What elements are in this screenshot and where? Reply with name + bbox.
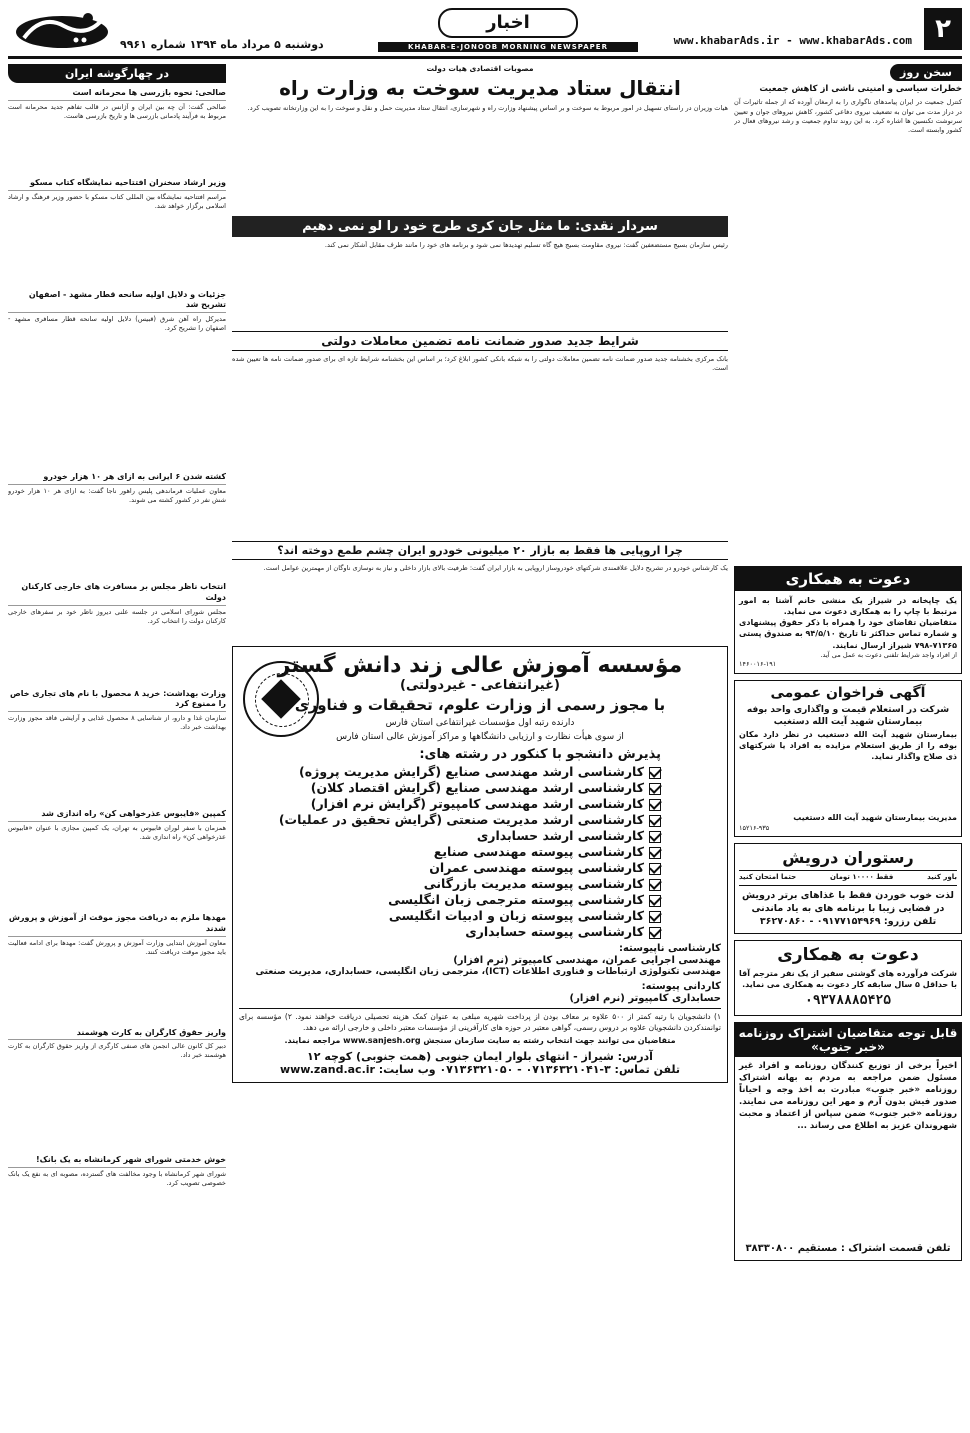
ad-tender-sign: مدیریت بیمارستان شهید آیت الله دستغیب [793, 813, 957, 823]
check-icon [649, 927, 661, 939]
discontinuous-bachelor-line-2: مهندسی تکنولوژی ارتباطات و فناوری اطلاعات (ICT)، مترجمی زبان انگلیسی، حسابداری، مدیریت صنعتی [255, 967, 721, 978]
list-item [8, 582, 226, 684]
university-evaluation: از سوی هیأت نظارت و ارزیابی دانشگاهها و مراکز آموزش عالی استان فارس [336, 732, 624, 743]
news-brief-body: شورای شهر کرمانشاه با وجود مخالفت های گسترده، مصوبه ای به نفع یک بانک خصوصی تصویب کرد. [8, 1170, 226, 1188]
list-item [8, 689, 226, 805]
program-label: کارشناسی پیوسته مهندسی عمران [429, 860, 644, 876]
ad-restaurant-offer-row [739, 870, 957, 885]
story-band-naqdi: سردار نقدی: ما مثل جان کری طرح خود را لو نمی دهیم [232, 216, 728, 237]
university-name: مؤسسه آموزش عالی زند دانش گستر [277, 653, 683, 679]
opinion-title: خطرات سیاسی و امنیتی ناشی از کاهش جمعیت [759, 84, 962, 94]
opinion-tag: سخن روز [890, 64, 962, 81]
university-note: ۱) دانشجویان با رتبه کمتر از ۵۰۰ علاوه بر معاف بودن از پرداخت شهریه مبلغی به عنوان کمک هزینه تحصیلی دریافت خواهند نمود. ۲) مؤسسه برای توانمندکردن دانشجویان علاوه بر دروس رسمی، گواهی معتبر در حوزه های کارآفرینی از مؤسسات معتبر داخلی و خارجی ارائه می دهد. [239, 1008, 721, 1032]
news-brief-title[interactable]: جزئیات و دلایل اولیه سانحه قطار مشهد - اصفهان تشریح شد [8, 290, 226, 314]
discontinuous-bachelor-line-1: مهندسی اجرایی عمران، مهندسی کامپیوتر (نرم افزار) [453, 955, 721, 967]
news-brief-title[interactable]: صالحی: نحوه بازرسی ها محرمانه است [8, 88, 226, 101]
program-label: کارشناسی ارشد مدیریت صنعتی (گرایش تحقیق در عملیات) [278, 812, 644, 828]
ad-tender-title: آگهی فراخوان عمومی [770, 684, 926, 701]
program-item [239, 812, 661, 827]
news-brief-body: مجلس شورای اسلامی در جلسه علنی دیروز ناظر خود بر سفرهای خارجی کارکنان دولت را انتخاب کرد. [8, 607, 226, 625]
ad-restaurant-phone[interactable]: تلفن رزرو: ۰۹۱۷۷۱۵۴۹۶۹ - ۳۶۲۷۰۸۶۰ [759, 916, 937, 928]
ad-job-print-title: دعوت به همکاری [735, 567, 961, 591]
check-icon [649, 815, 661, 827]
ad-restaurant-offer-2: فقط ۱۰۰۰۰ تومان [829, 873, 894, 882]
program-item [239, 828, 661, 843]
associate-head: کاردانی پیوسته: [641, 981, 721, 993]
program-item [239, 892, 661, 907]
ad-subscription-title: قابل توجه متقاضیان اشتراک روزنامه «خبر جنوب» [735, 1023, 961, 1057]
program-label: کارشناسی ارشد حسابداری [476, 828, 644, 844]
news-brief-body: سازمان غذا و دارو، از شناسایی ۸ محصول غذایی و آرایشی فاقد مجوز وزارت بهداشت خبر داد. [8, 714, 226, 732]
check-icon [649, 911, 661, 923]
list-item [8, 88, 226, 173]
associate-line: حسابداری کامپیوتر (نرم افزار) [569, 993, 721, 1005]
lead-story [232, 104, 728, 210]
ad-translator [734, 940, 962, 1016]
ad-restaurant-offer-1: باور کنید [927, 873, 957, 882]
news-brief-body: معاون عملیات فرماندهی پلیس راهور ناجا گفت: به ازای هر ۱۰ هزار خودرو شش نفر در کشور کشته می شوند. [8, 486, 226, 505]
program-item [239, 780, 661, 795]
ad-tender-body: بیمارستان شهید آیت الله دستغیب در نظر دارد مکان بوفه را از طریق استعلام مزایده به افراد یا شرکتهای ذی صلاح واگذار نماید. [739, 729, 957, 762]
program-item [239, 924, 661, 939]
news-brief-title[interactable]: واریز حقوق کارگران به کارت هوشمند [8, 1028, 226, 1041]
program-label: کارشناسی پیوسته مهندسی صنایع [433, 844, 644, 860]
news-brief-list [8, 88, 226, 1320]
program-label: کارشناسی پیوسته مدیریت بازرگانی [423, 876, 644, 892]
check-icon [649, 767, 661, 779]
ad-job-print-details: متقاضیان تقاضای خود را همراه با ذکر حقوق پیشنهادی و شماره تماس حداکثر تا تاریخ ۹۴/۵/۱۰ به صندوق پستی ۷۱۳۶۵-۷۹۸ شیراز ارسال نمایند. [739, 618, 957, 650]
list-item [8, 809, 226, 908]
ad-restaurant [734, 843, 962, 933]
ad-subscription-filler [739, 1132, 957, 1242]
ad-restaurant-offer-3: حتما امتحان کنید [739, 873, 797, 882]
news-brief-title[interactable]: خوش خدمتی شورای شهر کرمانشاه به یک بانک! [8, 1155, 226, 1168]
masthead [8, 6, 962, 56]
news-brief-title[interactable]: انتخاب ناظر مجلس بر مسافرت های خارجی کارکنان دولت [8, 582, 226, 606]
ad-subscription-body: اخیراً برخی از توزیع کنندگان روزنامه و افراد غیر مسئول ضمن مراجعه به مردم به بهانه اشتراک روزنامه «خبر جنوب» مبادرت به اخذ وجه و احیاناً صدور فیش بدون آرم و مهر این روزنامه می نمایند. روزنامه «خبر جنوب» ضمن سپاس از اعتماد و محبت شهروندان عزیز به اطلاع می رساند ... [739, 1061, 957, 1131]
lead-kicker: مصوبات اقتصادی هیات دولت [426, 64, 534, 73]
program-list [239, 764, 721, 939]
lead-headline: انتقال ستاد مدیریت سوخت به وزارت راه [279, 76, 681, 101]
program-item [239, 860, 661, 875]
newspaper-logo [12, 8, 112, 52]
left-column-head: در چهارگوشه ایران [8, 64, 226, 83]
program-item [239, 796, 661, 811]
ad-restaurant-title: رستوران درویش [782, 848, 914, 868]
news-brief-body: معاون آموزش ابتدایی وزارت آموزش و پرورش گفت: مهدها برای ادامه فعالیت باید مجوز موقت دریافت کنند. [8, 938, 226, 956]
story-guarantee-text: بانک مرکزی بخشنامه جدید صدور ضمانت نامه تضمین معاملات دولتی را به شبکه بانکی کشور ابلاغ کرد؛ بر اساس این بخشنامه شرایط تازه ای برای صدور ضمانت نامه ها تعیین شده است. [232, 355, 728, 373]
ad-tender-filler [739, 762, 957, 812]
university-emblem-icon [243, 661, 319, 737]
story-band-cars: چرا اروپایی ها فقط به بازار ۲۰ میلیونی خودرو ایران چشم طمع دوخته اند؟ [232, 541, 728, 560]
ad-university [232, 646, 728, 1083]
list-item [8, 913, 226, 1023]
page-number: ۲ [924, 8, 962, 50]
university-type: (غیرانتفاعی - غیردولتی) [400, 678, 560, 694]
check-icon [649, 879, 661, 891]
program-label: کارشناسی ارشد مهندسی صنایع (گرایش مدیریت پروژه) [299, 764, 644, 780]
opinion-body-text: کنترل جمعیت در ایران پیامدهای ناگواری را به ارمغان آورده که از جمله تاثیرات آن در دراز مدت می توان به تضعیف نیروی دفاعی کشور، کاهش نیروهای جوان و تعیین سرنوشت تکنسین ها اشاره کرد. به این روند تداوم جمعیت و رشد نیروهای فعال در کشور وابسته است. [734, 98, 962, 134]
ad-translator-title: دعوت به همکاری [777, 944, 919, 965]
program-item [239, 876, 661, 891]
logo-graphic-icon [12, 8, 112, 52]
ad-subscription-phone[interactable]: تلفن قسمت اشتراک : مستقیم ۳۸۳۳۰۸۰۰ [745, 1243, 951, 1255]
middle-column [232, 64, 728, 1428]
check-icon [649, 863, 661, 875]
check-icon [649, 831, 661, 843]
news-brief-body: دبیر کل کانون عالی انجمن های صنفی کارگری از واریز حقوق کارگران به کارت هوشمند خبر داد. [8, 1042, 226, 1060]
ad-job-print-code: ۱۴۶۰۰۱۶-۱۹۱ [739, 659, 777, 668]
check-icon [649, 799, 661, 811]
news-brief-title[interactable]: مهدها ملزم به دریافت مجوز موقت از آموزش و پرورش شدند [8, 913, 226, 937]
check-icon [649, 783, 661, 795]
check-icon [649, 847, 661, 859]
ad-job-print-footer: از افراد واجد شرایط تلفنی دعوت به عمل می آید. [820, 650, 957, 659]
ad-subscription-notice [734, 1022, 962, 1261]
story-cars [232, 564, 728, 640]
list-item [8, 472, 226, 577]
section-title: اخبار [438, 8, 578, 38]
news-brief-body: همزمان با سفر لوران فابیوس به تهران، یک کمپین مجازی با عنوان «فابیوس عذرخواهی کن» راه اندازی شد. [8, 823, 226, 842]
program-item [239, 764, 661, 779]
university-address: آدرس: شیراز - انتهای بلوار ایمان جنوبی (همت جنوبی) کوچه ۱۲ [307, 1050, 653, 1064]
program-label: کارشناسی پیوسته مترجمی زبان انگلیسی [388, 892, 644, 908]
ad-tender-subtitle: شرکت در استعلام قیمت و واگذاری واحد بوفه بیمارستان شهید آیت الله دستغیب [746, 704, 950, 728]
news-brief-body: مراسم افتتاحیه نمایشگاه بین المللی کتاب مسکو با حضور وزیر فرهنگ و ارشاد اسلامی برگزار خواهد شد. [8, 192, 226, 210]
list-item [8, 290, 226, 468]
program-label: کارشناسی ارشد مهندسی صنایع (گرایش اقتصاد کلان) [310, 780, 644, 796]
program-label: کارشناسی پیوسته حسابداری [465, 924, 644, 940]
story-cars-text: یک کارشناس خودرو در تشریح دلایل علاقمندی شرکتهای خودروساز اروپایی به بازار ایران گفت: ظرفیت بالای بازار داخلی و نیاز به نوسازی ناوگان از مهمترین عوامل است. [263, 564, 728, 573]
program-label: کارشناسی ارشد مهندسی کامپیوتر (گرایش نرم افزار) [310, 796, 644, 812]
news-brief-title[interactable]: وزیر ارشاد سخنران افتتاحیه نمایشگاه کتاب مسکو [8, 178, 226, 191]
ad-tender-code: ۱۵۲۱۶-۹۳۵ [739, 823, 770, 832]
lead-story-text: هیات وزیران در راستای تسهیل در امور مربوط به سوخت و بر اساس پیشنهاد وزارت راه و شهرسازی، انتقال ستاد مدیریت حمل و نقل و سوخت را به این وزارتخانه تصویب کرد. [247, 104, 728, 113]
check-icon [649, 895, 661, 907]
site-url[interactable]: www.khabarAds.ir - www.khabarAds.com [673, 34, 912, 47]
list-item [8, 1028, 226, 1151]
ad-tender [734, 680, 962, 838]
opinion-filler [734, 135, 962, 560]
university-admission-head: پذیرش دانشجو با کنکور در رشته های: [419, 747, 661, 763]
ad-job-print-body: یک چاپخانه در شیراز یک منشی خانم آشنا به امور مرتبط با چاپ را به همکاری دعوت می نماید. [739, 595, 957, 617]
news-brief-body: مدیرکل راه آهن شرق (قبیس) دلایل اولیه سانحه قطار مسافری مشهد - اصفهان را تشریح کرد. [8, 315, 226, 333]
news-brief-body: صالحی گفت: آن چه بین ایران و آژانس در قالب تفاهم جدید محرمانه است مربوط به فرآیند پادمانی بازرسی ها و تاریخ بازرسی هاست. [8, 102, 226, 120]
ad-restaurant-body: لذت خوب خوردن فقط با غذاهای برتر درویش در فضایی زیبا با برنامه های به یاد ماندنی [741, 889, 954, 915]
list-item [8, 178, 226, 285]
ad-translator-phone[interactable]: ۰۹۳۷۸۸۸۵۴۲۵ [804, 993, 892, 1009]
story-band-guarantee: شرایط جدید صدور ضمانت نامه تضمین معاملات دولتی [232, 331, 728, 351]
program-label: کارشناسی پیوسته زبان و ادبیات انگلیسی [388, 908, 644, 924]
university-contact[interactable]: تلفن تماس: ۳-۰۷۱۳۶۳۲۱۰۴۱ - ۰۷۱۳۶۳۲۱۰۵۰ وب سایت: www.zand.ac.ir [279, 1063, 681, 1077]
story-naqdi [232, 241, 728, 325]
story-naqdi-text: رئیس سازمان بسیج مستضعفین گفت: نیروی مقاومت بسیج هیچ گاه تسلیم تهدیدها نمی شود و برنامه های خود را مانند طرف مقابل آشکار نمی کند. [324, 241, 728, 250]
header-rule [8, 56, 962, 59]
list-item [8, 1155, 226, 1320]
date-issue: دوشنبه ۵ مرداد ماه ۱۳۹۴ شماره ۹۹۶۱ [120, 38, 324, 51]
news-brief-title[interactable]: کمپین «فایبوس عذرخواهی کن» راه اندازی شد [8, 809, 226, 822]
university-license: با مجوز رسمی از وزارت علوم، تحقیقات و فناوری [294, 696, 666, 715]
story-guarantee [232, 355, 728, 535]
discontinuous-bachelor-head: کارشناسی ناپیوسته: [618, 943, 721, 955]
right-column [734, 64, 962, 1428]
program-item [239, 844, 661, 859]
ad-translator-body: شرکت فرآورده های گوشتی سفیر از یک نفر مترجم آقا با حداقل ۵ سال سابقه کار دعوت به همکاری می نماید. [739, 968, 957, 989]
program-item [239, 908, 661, 923]
section-subtitle: KHABAR-E-JONOOB MORNING NEWSPAPER [378, 42, 638, 52]
ad-job-print [734, 566, 962, 674]
university-sanjesh-link[interactable]: متقاضیان می توانند جهت انتخاب رشته به سایت سازمان سنجش www.sanjesh.org مراجعه نمایند. [284, 1035, 676, 1045]
news-brief-title[interactable]: کشته شدن ۶ ایرانی به ازای هر ۱۰ هزار خودرو [8, 472, 226, 485]
opinion-body [734, 98, 962, 559]
university-rank: دارنده رتبه اول مؤسسات غیرانتفاعی استان فارس [385, 718, 575, 729]
news-brief-title[interactable]: وزارت بهداشت: خرید ۸ محصول با نام های تجاری خاص را ممنوع کرد [8, 689, 226, 713]
left-column [8, 64, 226, 1428]
